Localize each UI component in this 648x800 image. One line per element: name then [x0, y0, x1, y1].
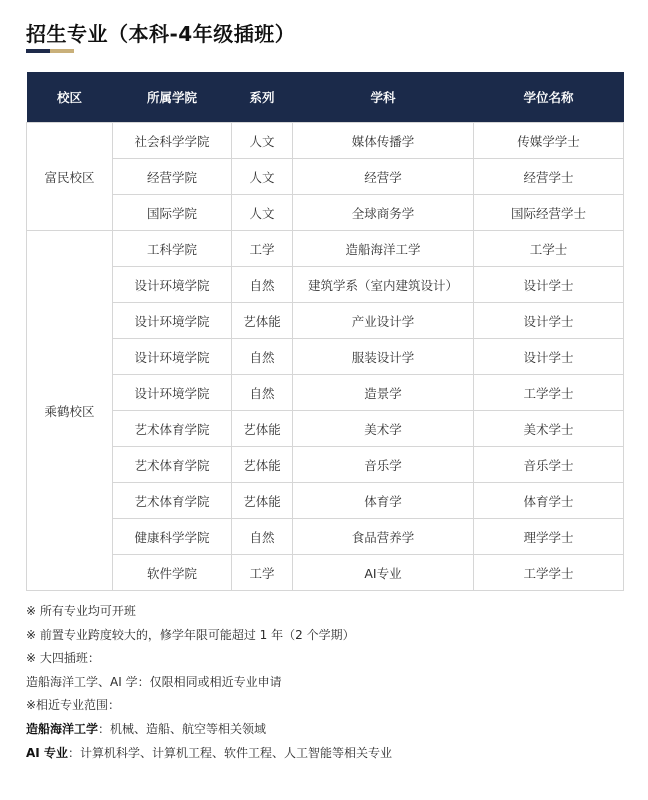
- series-cell: 人文: [232, 123, 293, 159]
- underline-gold-segment: [50, 49, 74, 53]
- table-row: [27, 447, 624, 483]
- college-cell: 艺术体育学院: [113, 411, 232, 447]
- header-major: 学科: [293, 72, 474, 123]
- note-all-open: ※ 所有专业均可开班: [26, 604, 136, 618]
- table-row: [27, 339, 624, 375]
- table-row: [27, 267, 624, 303]
- college-cell: 经营学院: [113, 159, 232, 195]
- major-cell: 产业设计学: [293, 303, 474, 339]
- table-row: [27, 555, 624, 591]
- series-cell: 艺体能: [232, 483, 293, 519]
- header-college: 所属学院: [113, 72, 232, 123]
- table-row: [27, 519, 624, 555]
- degree-cell: 美术学士: [474, 411, 624, 447]
- series-cell: 人文: [232, 195, 293, 231]
- degree-cell: 工学士: [474, 231, 624, 267]
- campus-cell: 富民校区: [27, 123, 113, 231]
- series-cell: 工学: [232, 231, 293, 267]
- page-title: 招生专业（本科-4年级插班）: [26, 22, 296, 46]
- college-cell: 设计环境学院: [113, 339, 232, 375]
- notes-section: [26, 600, 392, 765]
- majors-table: [26, 72, 624, 591]
- table-row: [27, 159, 624, 195]
- degree-cell: 工学学士: [474, 375, 624, 411]
- note-shipbuilding-text: ：机械、造船、航空等相关领域: [98, 721, 267, 736]
- college-cell: 社会科学学院: [113, 123, 232, 159]
- college-cell: 国际学院: [113, 195, 232, 231]
- header-series: 系列: [232, 72, 293, 123]
- college-cell: 艺术体育学院: [113, 483, 232, 519]
- series-cell: 艺体能: [232, 447, 293, 483]
- note-restriction: 造船海洋工学、AI 学：仅限相同或相近专业申请: [26, 674, 282, 689]
- degree-cell: 设计学士: [474, 303, 624, 339]
- college-cell: 设计环境学院: [113, 375, 232, 411]
- major-cell: AI专业: [293, 555, 474, 591]
- degree-cell: 传媒学学士: [474, 123, 624, 159]
- series-cell: 艺体能: [232, 411, 293, 447]
- college-cell: 设计环境学院: [113, 303, 232, 339]
- major-cell: 体育学: [293, 483, 474, 519]
- series-cell: 自然: [232, 375, 293, 411]
- underline-dark-segment: [26, 49, 50, 53]
- series-cell: 工学: [232, 555, 293, 591]
- major-cell: 建筑学系（室内建筑设计）: [293, 267, 474, 303]
- note-ai-text: ：计算机科学、计算机工程、软件工程、人工智能等相关专业: [67, 745, 392, 760]
- series-cell: 自然: [232, 519, 293, 555]
- note-related-range: ※相近专业范围：: [26, 698, 121, 713]
- table-row: [27, 411, 624, 447]
- header-degree: 学位名称: [474, 72, 624, 123]
- college-cell: 软件学院: [113, 555, 232, 591]
- college-cell: 艺术体育学院: [113, 447, 232, 483]
- degree-cell: 设计学士: [474, 267, 624, 303]
- series-cell: 自然: [232, 339, 293, 375]
- major-cell: 全球商务学: [293, 195, 474, 231]
- series-cell: 艺体能: [232, 303, 293, 339]
- degree-cell: 经营学士: [474, 159, 624, 195]
- major-cell: 经营学: [293, 159, 474, 195]
- degree-cell: 国际经营学士: [474, 195, 624, 231]
- college-cell: 健康科学学院: [113, 519, 232, 555]
- degree-cell: 理学学士: [474, 519, 624, 555]
- series-cell: 自然: [232, 267, 293, 303]
- note-senior-transfer: ※ 大四插班：: [26, 651, 100, 666]
- college-cell: 设计环境学院: [113, 267, 232, 303]
- series-cell: 人文: [232, 159, 293, 195]
- table-row: [27, 303, 624, 339]
- header-campus: 校区: [27, 72, 113, 123]
- note-ai-label: AI 专业: [26, 745, 68, 760]
- campus-cell: 乘鹤校区: [27, 231, 113, 591]
- major-cell: 音乐学: [293, 447, 474, 483]
- note-shipbuilding-label: 造船海洋工学: [26, 721, 99, 736]
- table-row: [27, 375, 624, 411]
- title-underline: [26, 49, 74, 53]
- note-duration: ※ 前置专业跨度较大的，修学年限可能超过 1 年（2 个学期）: [26, 627, 355, 642]
- major-cell: 食品营养学: [293, 519, 474, 555]
- college-cell: 工科学院: [113, 231, 232, 267]
- table-row: [27, 483, 624, 519]
- table-row: [27, 195, 624, 231]
- major-cell: 媒体传播学: [293, 123, 474, 159]
- table-header-row: [27, 72, 624, 123]
- degree-cell: 工学学士: [474, 555, 624, 591]
- major-cell: 造船海洋工学: [293, 231, 474, 267]
- degree-cell: 体育学士: [474, 483, 624, 519]
- note-shipbuilding-range: [26, 718, 392, 742]
- table-row: [27, 123, 624, 159]
- table-row: [27, 231, 624, 267]
- degree-cell: 设计学士: [474, 339, 624, 375]
- note-ai-range: [26, 742, 392, 766]
- degree-cell: 音乐学士: [474, 447, 624, 483]
- major-cell: 美术学: [293, 411, 474, 447]
- major-cell: 造景学: [293, 375, 474, 411]
- major-cell: 服装设计学: [293, 339, 474, 375]
